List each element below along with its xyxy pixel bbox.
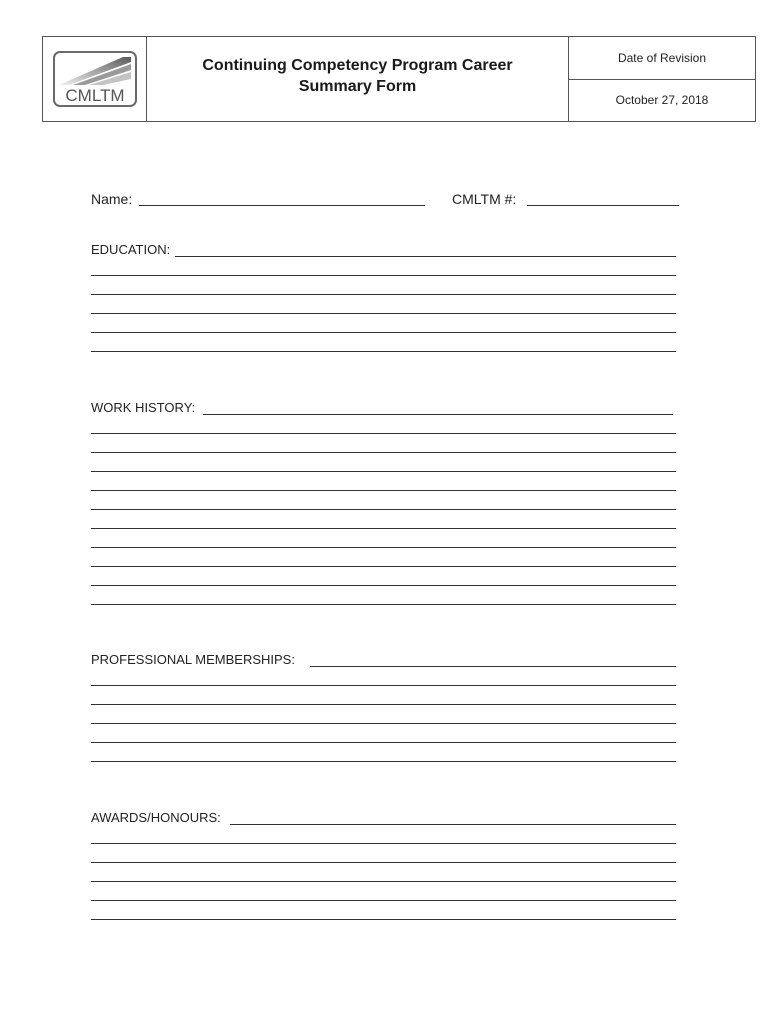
work-history-line[interactable] xyxy=(91,585,676,586)
memberships-line[interactable] xyxy=(91,704,676,705)
cmltm-number-label: CMLTM #: xyxy=(452,191,517,207)
revision-date: October 27, 2018 xyxy=(615,93,709,108)
education-label: EDUCATION: xyxy=(91,242,171,257)
memberships-line[interactable] xyxy=(91,723,676,724)
name-field[interactable] xyxy=(139,205,425,206)
work-history-line[interactable] xyxy=(203,414,673,415)
education-line[interactable] xyxy=(91,332,676,333)
awards-line[interactable] xyxy=(91,919,676,920)
memberships-line[interactable] xyxy=(91,742,676,743)
memberships-line[interactable] xyxy=(310,666,676,667)
awards-line[interactable] xyxy=(91,862,676,863)
work-history-line[interactable] xyxy=(91,566,676,567)
memberships-line[interactable] xyxy=(91,761,676,762)
work-history-line[interactable] xyxy=(91,471,676,472)
logo-cell xyxy=(43,37,147,121)
document-header xyxy=(42,36,756,122)
work-history-line[interactable] xyxy=(91,433,676,434)
cmltm-logo xyxy=(51,49,139,109)
memberships-line[interactable] xyxy=(91,685,676,686)
education-line[interactable] xyxy=(91,294,676,295)
name-label: Name: xyxy=(91,191,133,207)
revision-label: Date of Revision xyxy=(569,37,755,80)
education-line[interactable] xyxy=(91,275,676,276)
awards-line[interactable] xyxy=(230,824,676,825)
awards-line[interactable] xyxy=(91,843,676,844)
document-title: Continuing Competency Program Career Summary Form xyxy=(202,57,513,95)
work-history-line[interactable] xyxy=(91,547,676,548)
revision-cell xyxy=(569,37,755,121)
work-history-line[interactable] xyxy=(91,604,676,605)
work-history-label: WORK HISTORY: xyxy=(91,400,196,415)
awards-line[interactable] xyxy=(91,900,676,901)
education-line[interactable] xyxy=(91,313,676,314)
awards-line[interactable] xyxy=(91,881,676,882)
work-history-line[interactable] xyxy=(91,528,676,529)
work-history-line[interactable] xyxy=(91,490,676,491)
work-history-line[interactable] xyxy=(91,452,676,453)
memberships-label: PROFESSIONAL MEMBERSHIPS: xyxy=(91,652,295,667)
education-line[interactable] xyxy=(91,351,676,352)
education-line[interactable] xyxy=(175,256,676,257)
cmltm-number-field[interactable] xyxy=(527,205,679,206)
work-history-line[interactable] xyxy=(91,509,676,510)
logo-text: CMLTM xyxy=(64,86,125,105)
title-cell xyxy=(147,37,569,121)
awards-label: AWARDS/HONOURS: xyxy=(91,810,221,825)
